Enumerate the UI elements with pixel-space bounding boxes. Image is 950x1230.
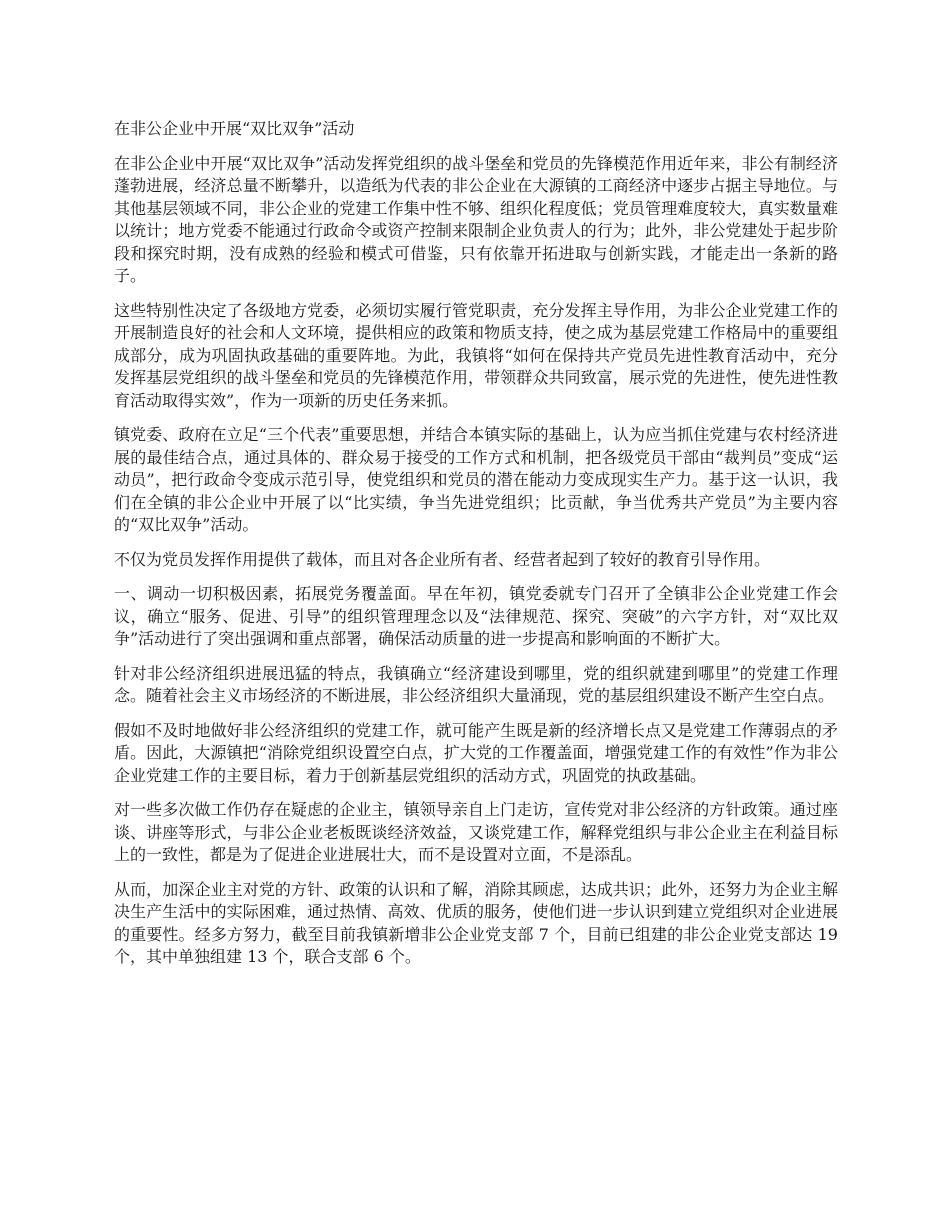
document-body bbox=[114, 118, 838, 981]
paragraph-8: 对一些多次做工作仍存在疑虑的企业主，镇领导亲自上门走访，宣传党对非公经济的方针政策。通过座谈、讲座等形式，与非公企业老板既谈经济效益，又谈党建工作，解释党组织与非公企业主在利益目标上的一致性，都是为了促进企业进展壮大，而不是设置对立面，不是添乱。 bbox=[114, 800, 838, 864]
paragraph-7: 假如不及时地做好非公经济组织的党建工作，就可能产生既是新的经济增长点又是党建工作薄弱点的矛盾。因此，大源镇把“消除党组织设置空白点，扩大党的工作覆盖面，增强党建工作的有效性”作为非公企业党建工作的主要目标，着力于创新基层党组织的活动方式，巩固党的执政基础。 bbox=[114, 720, 838, 785]
paragraph-3: 镇党委、政府在立足“三个代表”重要思想，并结合本镇实际的基础上，认为应当抓住党建与农村经济进展的最佳结合点，通过具体的、群众易于接受的工作方式和机制，把各级党员干部由“裁判员”变成“运动员”，把行政命令变成示范引导，使党组织和党员的潜在能动力变成现实生产力。基于这一认识，我们在全镇的非公企业中开展了以“比实绩，争当先进党组织；比贡献，争当优秀共产党员”为主要内容的“双比双争”活动。 bbox=[114, 425, 838, 534]
paragraph-4: 不仅为党员发挥作用提供了载体，而且对各企业所有者、经营者起到了较好的教育引导作用。 bbox=[114, 549, 771, 569]
paragraph-2: 这些特别性决定了各级地方党委，必须切实履行管党职责，充分发挥主导作用，为非公企业党建工作的开展制造良好的社会和人文环境，提供相应的政策和物质支持，使之成为基层党建工作格局中的重要组成部分，成为巩固执政基础的重要阵地。为此，我镇将“如何在保持共产党员先进性教育活动中，充分发挥基层党组织的战斗堡垒和党员的先锋模范作用，带领群众共同致富，展示党的先进性，使先进性教育活动取得实效”，作为一项新的历史任务来抓。 bbox=[114, 300, 838, 410]
paragraph-1: 在非公企业中开展“双比双争”活动发挥党组织的战斗堡垒和党员的先锋模范作用近年来，非公有制经济蓬勃进展，经济总量不断攀升，以造纸为代表的非公企业在大源镇的工商经济中逐步占据主导地位。与其他基层领域不同，非公企业的党建工作集中性不够、组织化程度低；党员管理难度较大，真实数量难以统计；地方党委不能通过行政命令或资产控制来限制企业负责人的行为；此外，非公党建处于起步阶段和探究时期，没有成熟的经验和模式可借鉴，只有依靠开拓进取与创新实践，才能走出一条新的路子。 bbox=[114, 153, 838, 285]
paragraph-9: 从而，加深企业主对党的方针、政策的认识和了解，消除其顾虑，达成共识；此外，还努力为企业主解决生产生活中的实际困难，通过热情、高效、优质的服务，使他们进一步认识到建立党组织对企业进展的重要性。经多方努力，截至目前我镇新增非公企业党支部 7 个，目前已组建的非公企业党支部达 19 个，其中单独组建 13 个，联合支部 6 个。 bbox=[114, 879, 838, 966]
paragraph-6: 针对非公经济组织进展迅猛的特点，我镇确立“经济建设到哪里，党的组织就建到哪里”的党建工作理念。随着社会主义市场经济的不断进展，非公经济组织大量涌现，党的基层组织建设不断产生空白点。 bbox=[114, 663, 838, 705]
document-title: 在非公企业中开展“双比双争”活动 bbox=[114, 119, 355, 138]
paragraph-5: 一、调动一切积极因素，拓展党务覆盖面。早在年初，镇党委就专门召开了全镇非公企业党建工作会议，确立“服务、促进、引导”的组织管理理念以及“法律规范、探究、突破”的六字方针，对“双比双争”活动进行了突出强调和重点部署，确保活动质量的进一步提高和影响面的不断扩大。 bbox=[114, 584, 838, 648]
